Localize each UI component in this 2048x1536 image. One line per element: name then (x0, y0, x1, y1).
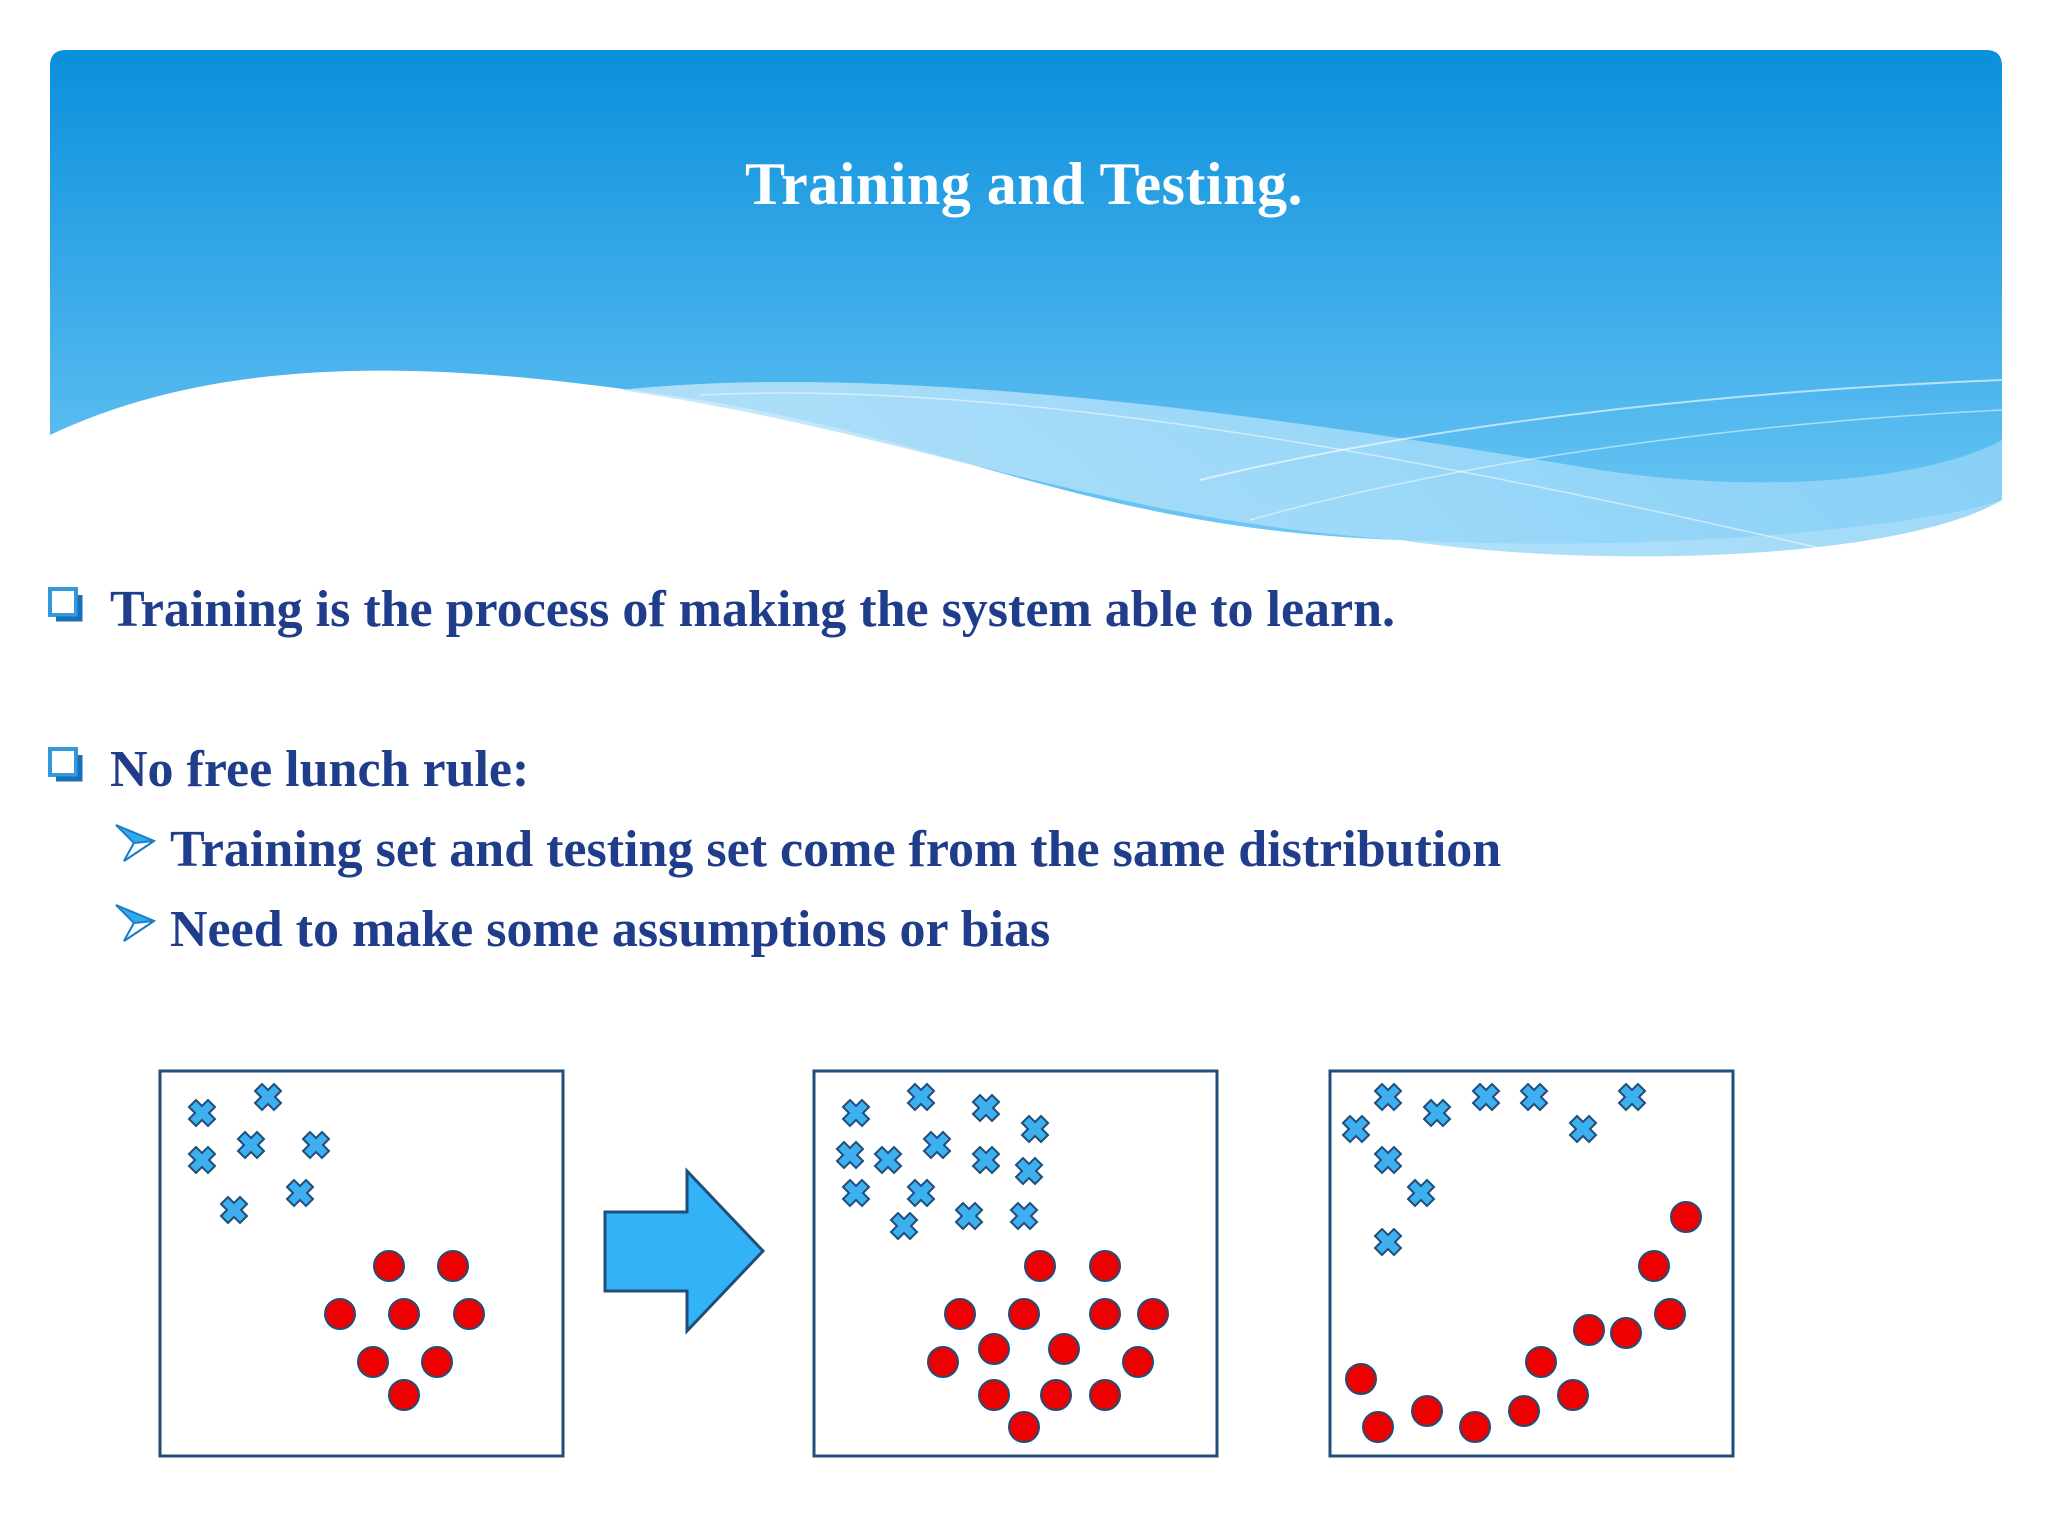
dot-point (389, 1380, 419, 1410)
bullet-training (40, 575, 1395, 645)
dot-point (1639, 1251, 1669, 1281)
bullet-text: No free lunch rule: (110, 741, 530, 798)
dot-point (1041, 1380, 1071, 1410)
dot-point (325, 1299, 355, 1329)
dot-point (1509, 1396, 1539, 1426)
dot-point (1009, 1412, 1039, 1442)
bullet-no-free-lunch (40, 735, 529, 805)
sub-bullet-text: Training set and testing set come from the same distribution (170, 821, 1502, 878)
arrow-bullet-icon (110, 895, 170, 965)
bullet-text: Training is the process of making the system able to learn. (110, 581, 1396, 638)
arrow-bullet-icon (110, 815, 170, 885)
right-arrow-icon (605, 1171, 763, 1331)
dot-point (1526, 1347, 1556, 1377)
dot-point (1025, 1251, 1055, 1281)
dot-point (945, 1299, 975, 1329)
dot-point (1574, 1315, 1604, 1345)
dot-point (454, 1299, 484, 1329)
dot-point (1558, 1380, 1588, 1410)
dot-point (1090, 1299, 1120, 1329)
dot-point (1138, 1299, 1168, 1329)
dot-point (374, 1251, 404, 1281)
sub-bullet-same-distribution (110, 815, 1501, 885)
training-set-panel (160, 1071, 563, 1456)
dot-point (389, 1299, 419, 1329)
dot-point (1123, 1347, 1153, 1377)
dot-point (1611, 1318, 1641, 1348)
square-bullet-icon (40, 735, 110, 805)
dot-point (422, 1347, 452, 1377)
dot-point (438, 1251, 468, 1281)
combined-set-panel (814, 1071, 1217, 1456)
dot-point (1655, 1299, 1685, 1329)
dot-point (928, 1347, 958, 1377)
slide-title: Training and Testing. (745, 151, 1303, 217)
dot-point (1090, 1251, 1120, 1281)
sub-bullet-assumptions (110, 895, 1050, 965)
dot-point (1346, 1364, 1376, 1394)
dot-point (358, 1347, 388, 1377)
test-set-panel (1330, 1071, 1733, 1456)
dot-point (1363, 1412, 1393, 1442)
dot-point (1412, 1396, 1442, 1426)
distribution-figures (0, 1050, 2048, 1500)
header-banner (0, 0, 2048, 600)
sub-bullet-text: Need to make some assumptions or bias (170, 901, 1051, 958)
dot-point (1460, 1412, 1490, 1442)
square-bullet-icon (40, 575, 110, 645)
dot-point (979, 1334, 1009, 1364)
dot-point (1009, 1299, 1039, 1329)
dot-point (979, 1380, 1009, 1410)
dot-point (1671, 1202, 1701, 1232)
dot-point (1090, 1380, 1120, 1410)
dot-point (1049, 1334, 1079, 1364)
